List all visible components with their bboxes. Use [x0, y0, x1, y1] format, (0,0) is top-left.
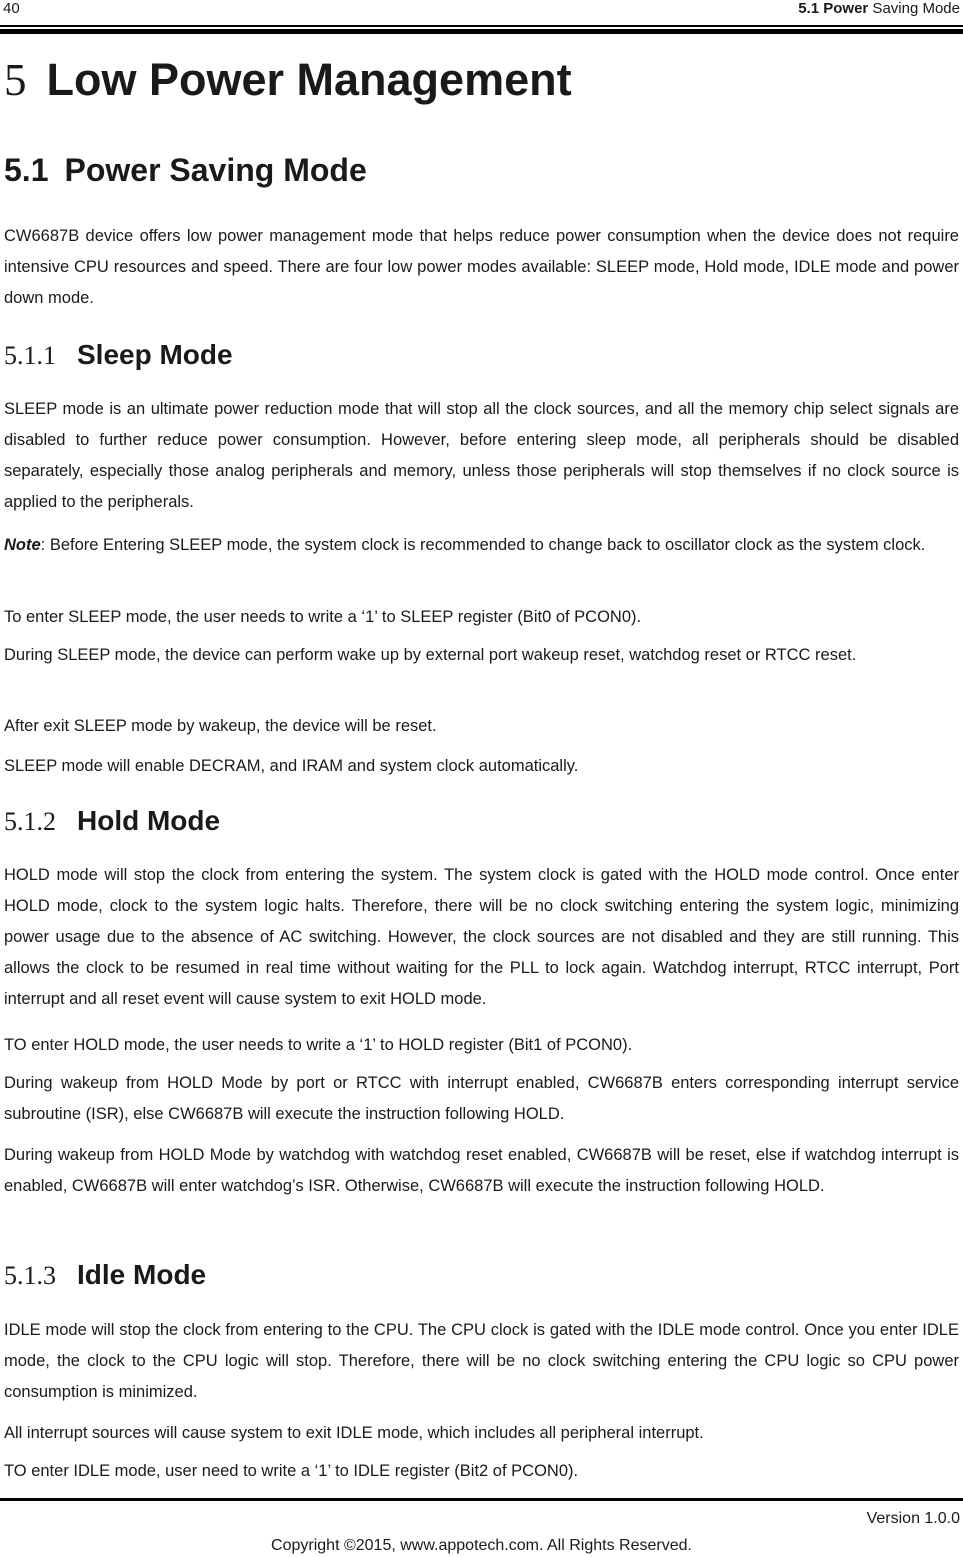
idle-number: 5.1.3: [4, 1261, 56, 1290]
running-title: [798, 0, 960, 17]
sleep-paragraph-6: SLEEP mode will enable DECRAM, and IRAM and system clock automatically.: [4, 757, 579, 775]
hold-paragraph-4: During wakeup from HOLD Mode by watchdog with watchdog reset enabled, CW6687B will be reset, else if watchdog interrupt is enabled, CW6687B will enter watchdog’s ISR. Otherwise, CW6687B will execute the instruction following HOLD.: [4, 1146, 959, 1195]
chapter-title: Low Power Management: [46, 54, 572, 105]
sleep-paragraph-5: After exit SLEEP mode by wakeup, the device will be reset.: [4, 717, 437, 735]
page-number: 40: [3, 0, 20, 17]
hold-number: 5.1.2: [4, 807, 56, 836]
hold-paragraph-3: During wakeup from HOLD Mode by port or RTCC with interrupt enabled, CW6687B enters corresponding interrupt service subroutine (ISR), else CW6687B will execute the instruction following HOLD.: [4, 1074, 959, 1123]
idle-heading: [4, 1259, 206, 1291]
chapter-number: 5: [4, 55, 27, 105]
page-header: [3, 0, 960, 22]
idle-paragraph-1: IDLE mode will stop the clock from entering to the CPU. The CPU clock is gated with the IDLE mode control. Once you enter IDLE mode, the clock to the CPU logic will stop. Therefore, there will be no clock switching entering the CPU logic so CPU power consumption is minimized.: [4, 1321, 959, 1401]
note-label: Note: [4, 536, 41, 554]
section-heading: [4, 152, 367, 189]
sleep-heading: [4, 339, 233, 371]
sleep-paragraph-4: During SLEEP mode, the device can perform wake up by external port wakeup reset, watchdog reset or RTCC reset.: [4, 646, 857, 664]
hold-heading: [4, 805, 220, 837]
hold-paragraph-2: TO enter HOLD mode, the user needs to write a ‘1’ to HOLD register (Bit1 of PCON0).: [4, 1036, 633, 1054]
hold-title: Hold Mode: [77, 805, 221, 836]
idle-paragraph-3: TO enter IDLE mode, user need to write a ‘1’ to IDLE register (Bit2 of PCON0).: [4, 1462, 579, 1480]
header-rule-thin: [0, 25, 963, 27]
chapter-heading: [4, 54, 572, 106]
footer-rule: [0, 1498, 963, 1501]
sleep-paragraph-3: To enter SLEEP mode, the user needs to write a ‘1’ to SLEEP register (Bit0 of PCON0).: [4, 608, 642, 626]
idle-title: Idle Mode: [77, 1259, 207, 1290]
note-text: : Before Entering SLEEP mode, the system clock is recommended to change back to oscillator clock as the system clock.: [40, 536, 926, 554]
running-title-bold: 5.1 Power: [798, 0, 869, 17]
intro-paragraph: CW6687B device offers low power management mode that helps reduce power consumption when the device does not require intensive CPU resources and speed. There are four low power modes available: SLEEP mode, Hold mode, IDLE mode and power down mode.: [4, 227, 959, 307]
section-title: Power Saving Mode: [64, 152, 367, 188]
sleep-note: [4, 530, 959, 561]
sleep-number: 5.1.1: [4, 341, 56, 370]
footer-version: Version 1.0.0: [866, 1510, 960, 1527]
running-title-rest: Saving Mode: [868, 0, 960, 17]
header-rule-thick: [0, 29, 963, 34]
section-number: 5.1: [4, 152, 49, 188]
sleep-title: Sleep Mode: [77, 339, 233, 370]
idle-paragraph-2: All interrupt sources will cause system to exit IDLE mode, which includes all peripheral interrupt.: [4, 1424, 704, 1442]
footer-copyright: Copyright ©2015, www.appotech.com. All Rights Reserved.: [271, 1537, 692, 1554]
hold-paragraph-1: HOLD mode will stop the clock from entering the system. The system clock is gated with the HOLD mode control. Once enter HOLD mode, clock to the system logic halts. Therefore, there will be no clock switching entering the system logic, minimizing power usage due to the absence of AC switching. However, the clock sources are not disabled and they are still running. This allows the clock to be resumed in real time without waiting for the PLL to lock again. Watchdog interrupt, RTCC interrupt, Port interrupt and all reset event will cause system to exit HOLD mode.: [4, 866, 959, 1008]
sleep-paragraph-1: SLEEP mode is an ultimate power reduction mode that will stop all the clock sources, and all the memory chip select signals are disabled to further reduce power consumption. However, before entering sleep mode, all peripherals should be disabled separately, especially those analog peripherals and memory, unless those peripherals will stop themselves if no clock source is applied to the peripherals.: [4, 400, 959, 511]
